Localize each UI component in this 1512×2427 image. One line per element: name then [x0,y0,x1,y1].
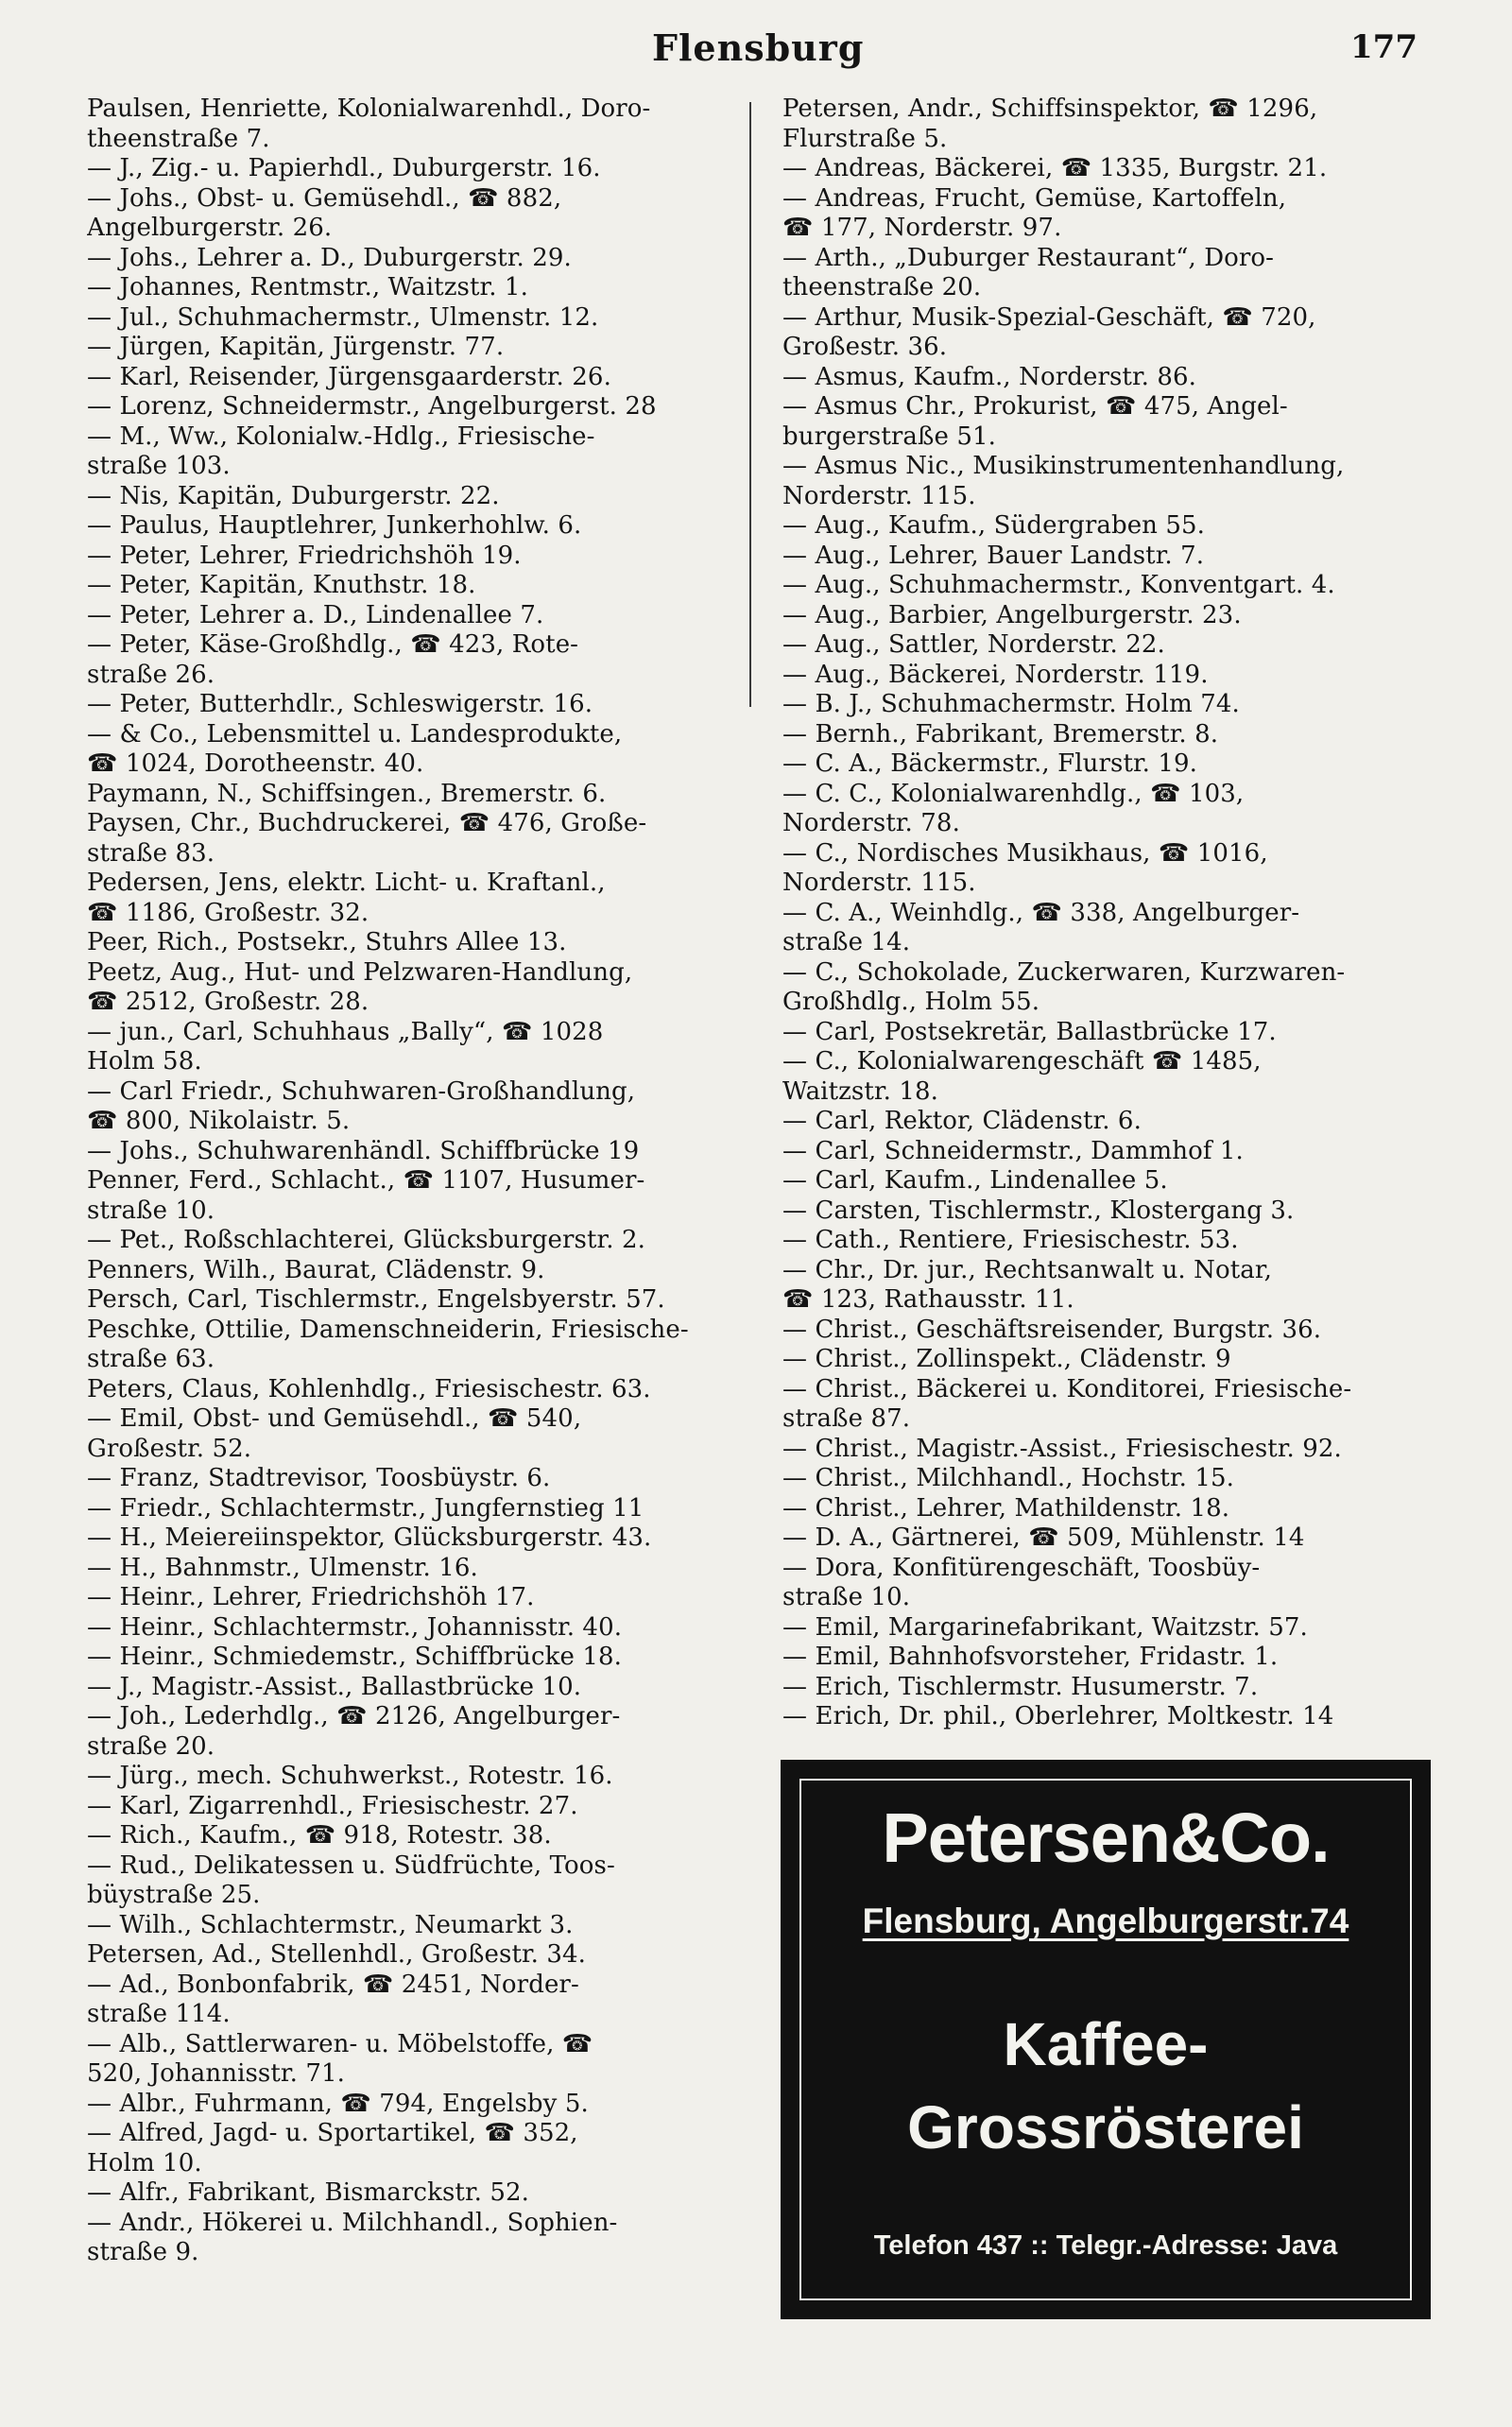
directory-entry-line: — Erich, Tischlermstr. Husumerstr. 7. [782,1672,1259,1701]
directory-entry-line: — Aug., Bäckerei, Norderstr. 119. [782,660,1209,689]
directory-entry-line: — Albr., Fuhrmann, ☎ 794, Engelsby 5. [87,2089,589,2118]
directory-entry-line: Petersen, Ad., Stellenhdl., Großestr. 34. [87,1940,587,1969]
directory-entry-line: — Peter, Lehrer a. D., Lindenallee 7. [87,600,544,629]
directory-entry-line: straße 83. [87,838,215,868]
page-title: Flensburg [652,26,865,69]
ad-product-line-2: Grossrösterei [907,2093,1304,2161]
directory-entry-line: — Carsten, Tischlermstr., Klostergang 3. [782,1196,1295,1225]
directory-entry-line: straße 10. [782,1583,911,1611]
directory-entry-line: — Erich, Dr. phil., Oberlehrer, Moltkestr. 14 [782,1702,1334,1730]
directory-entry-line: — & Co., Lebensmittel u. Landesprodukte, [87,719,623,749]
directory-entry-line: — Bernh., Fabrikant, Bremerstr. 8. [782,719,1219,749]
directory-entry-line: — Andreas, Frucht, Gemüse, Kartoffeln, [782,183,1287,213]
directory-entry-line: straße 63. [87,1345,215,1373]
directory-entry-line: ☎ 177, Norderstr. 97. [782,214,1062,242]
directory-entry-line: Paysen, Chr., Buchdruckerei, ☎ 476, Große- [87,809,647,837]
ad-contact: Telefon 437 :: Telegr.-Adresse: Java [873,2230,1338,2261]
directory-entry-line: — Asmus Nic., Musikinstrumentenhandlung, [782,452,1345,480]
directory-entry-line: straße 114. [87,2000,231,2028]
directory-entry-line: straße 26. [87,660,215,689]
directory-entry-line: — Aug., Kaufm., Südergraben 55. [782,511,1206,540]
directory-entry-line: — Friedr., Schlachtermstr., Jungfernstieg 11 [87,1493,644,1523]
directory-entry-line: Norderstr. 115. [782,481,976,510]
directory-entry-line: — B. J., Schuhmachermstr. Holm 74. [782,690,1240,718]
directory-entry-line: — Joh., Lederhdlg., ☎ 2126, Angelburger- [87,1702,621,1730]
directory-entry-line: — Emil, Obst- und Gemüsehdl., ☎ 540, [87,1404,582,1433]
directory-entry-line: — C., Nordisches Musikhaus, ☎ 1016, [782,838,1268,868]
directory-entry-line: burgerstraße 51. [782,422,996,451]
directory-entry-line: straße 14. [782,928,911,956]
directory-entry-line: — Carl, Kaufm., Lindenallee 5. [782,1166,1168,1195]
directory-entry-line: — C. A., Bäckermstr., Flurstr. 19. [782,749,1198,778]
directory-entry-line: — Aug., Schuhmachermstr., Konventgart. 4. [782,571,1335,599]
directory-entry-line: — Andreas, Bäckerei, ☎ 1335, Burgstr. 21. [782,154,1328,182]
directory-entry-line: Großhdlg., Holm 55. [782,988,1040,1016]
directory-entry-line: — Karl, Reisender, Jürgensgaarderstr. 26. [87,362,611,391]
directory-entry-line: — Johs., Schuhwarenhändl. Schiffbrücke 19 [87,1136,640,1165]
directory-entry-line: Paulsen, Henriette, Kolonialwarenhdl., Doro- [87,95,651,123]
ad-product-line-1: Kaffee- [1003,2010,1209,2078]
directory-entry-line: Peschke, Ottilie, Damenschneiderin, Friesische- [87,1315,689,1344]
directory-entry-line: — Christ., Bäckerei u. Konditorei, Friesische- [782,1374,1352,1403]
directory-entry-line: — Asmus, Kaufm., Norderstr. 86. [782,362,1197,391]
directory-entry-line: — Cath., Rentiere, Friesischestr. 53. [782,1226,1239,1254]
directory-entry-line: ☎ 1024, Dorotheenstr. 40. [87,749,424,778]
directory-entry-line: — Heinr., Schlachtermstr., Johannisstr. 40. [87,1612,623,1642]
directory-entry-line: — Jürgen, Kapitän, Jürgenstr. 77. [87,333,505,361]
directory-entry-line: ☎ 123, Rathausstr. 11. [782,1285,1074,1314]
directory-entry-line: büystraße 25. [87,1881,261,1909]
directory-entry-line: — Peter, Käse-Großhdlg., ☎ 423, Rote- [87,630,579,659]
directory-entry-line: — Peter, Kapitän, Knuthstr. 18. [87,571,476,599]
directory-entry-line: — Heinr., Schmiedemstr., Schiffbrücke 18. [87,1643,622,1671]
directory-entry-line: — H., Bahnmstr., Ulmenstr. 16. [87,1553,478,1582]
directory-entry-line: — Andr., Hökerei u. Milchhandl., Sophien- [87,2208,618,2237]
directory-entry-line: — Heinr., Lehrer, Friedrichshöh 17. [87,1583,535,1611]
directory-entry-line: — D. A., Gärtnerei, ☎ 509, Mühlenstr. 14 [782,1523,1305,1552]
directory-entry-line: — Alb., Sattlerwaren- u. Möbelstoffe, ☎ [87,2029,593,2058]
directory-entry-line: ☎ 800, Nikolaistr. 5. [87,1107,351,1135]
directory-entry-line: Norderstr. 78. [782,809,960,837]
directory-entry-line: straße 103. [87,452,231,480]
directory-entry-line: — Karl, Zigarrenhdl., Friesischestr. 27. [87,1791,578,1820]
directory-entry-line: — Christ., Zollinspekt., Clädenstr. 9 [782,1345,1231,1373]
directory-entry-line: Paymann, N., Schiffsingen., Bremerstr. 6. [87,779,607,808]
directory-entry-line: — Peter, Lehrer, Friedrichshöh 19. [87,541,522,570]
directory-entry-line: — Asmus Chr., Prokurist, ☎ 475, Angel- [782,392,1288,421]
directory-entry-line: Penner, Ferd., Schlacht., ☎ 1107, Husumer- [87,1166,645,1195]
directory-entry-line: — Aug., Lehrer, Bauer Landstr. 7. [782,541,1205,570]
directory-entry-line: Flurstraße 5. [782,124,948,153]
directory-entry-line: — Wilh., Schlachtermstr., Neumarkt 3. [87,1910,574,1939]
directory-entry-line: Holm 10. [87,2148,202,2177]
directory-entry-line: — Aug., Sattler, Norderstr. 22. [782,630,1165,659]
directory-entry-line: straße 20. [87,1731,215,1761]
page-header [0,21,1512,77]
directory-entry-line: — Emil, Bahnhofsvorsteher, Fridastr. 1. [782,1643,1279,1671]
directory-entry-line: Großestr. 52. [87,1434,252,1463]
directory-entry-line: — J., Zig.- u. Papierhdl., Duburgerstr. 16. [87,154,601,182]
directory-entry-line: — Arthur, Musik-Spezial-Geschäft, ☎ 720, [782,302,1316,332]
directory-entry-line: Penners, Wilh., Baurat, Clädenstr. 9. [87,1255,545,1284]
directory-entry-line: straße 10. [87,1196,215,1225]
directory-entry-line: — Alfr., Fabrikant, Bismarckstr. 52. [87,2178,529,2207]
directory-entry-line: — Christ., Geschäftsreisender, Burgstr. 36. [782,1315,1322,1344]
directory-entry-line: — Johannes, Rentmstr., Waitzstr. 1. [87,273,528,301]
directory-entry-line: — Paulus, Hauptlehrer, Junkerhohlw. 6. [87,511,582,540]
directory-entry-line: — Peter, Butterhdlr., Schleswigerstr. 16. [87,690,593,718]
column-divider [749,102,751,707]
ad-company-name: Petersen&Co. [882,1799,1330,1877]
directory-entry-line: — C., Kolonialwarengeschäft ☎ 1485, [782,1047,1262,1076]
directory-entry-line: — Jul., Schuhmachermstr., Ulmenstr. 12. [87,302,599,332]
directory-entry-line: Peters, Claus, Kohlenhdlg., Friesischestr. 63. [87,1374,651,1403]
directory-entry-line: — Chr., Dr. jur., Rechtsanwalt u. Notar, [782,1255,1272,1284]
directory-entry-line: — Carl, Rektor, Clädenstr. 6. [782,1107,1142,1135]
directory-entry-line: theenstraße 20. [782,273,982,301]
directory-entry-line: — Alfred, Jagd- u. Sportartikel, ☎ 352, [87,2119,578,2147]
directory-entry-line: straße 9. [87,2238,199,2266]
advertisement-box [781,1760,1431,2319]
directory-entry-line: Norderstr. 115. [782,869,976,897]
directory-entry-line: ☎ 2512, Großestr. 28. [87,988,369,1016]
directory-entry-line: — M., Ww., Kolonialw.-Hdlg., Friesische- [87,422,595,451]
directory-entry-line: — Jürg., mech. Schuhwerkst., Rotestr. 16. [87,1762,613,1790]
directory-entry-line: straße 87. [782,1404,911,1433]
directory-entry-line: — Carl, Schneidermstr., Dammhof 1. [782,1136,1244,1165]
directory-entry-line: — Dora, Konfitürengeschäft, Toosbüy- [782,1553,1261,1582]
directory-entry-line: — Christ., Milchhandl., Hochstr. 15. [782,1464,1235,1492]
directory-entry-line: — Christ., Magistr.-Assist., Friesischestr. 92. [782,1434,1342,1463]
directory-entry-line: — Johs., Lehrer a. D., Duburgerstr. 29. [87,243,572,272]
directory-entry-line: — Aug., Barbier, Angelburgerstr. 23. [782,600,1242,629]
directory-entry-line: theenstraße 7. [87,124,270,153]
directory-entry-line: — C. C., Kolonialwarenhdlg., ☎ 103, [782,779,1245,808]
directory-entry-line: — Rich., Kaufm., ☎ 918, Rotestr. 38. [87,1821,552,1850]
directory-entry-line: Holm 58. [87,1047,202,1076]
directory-entry-line: ☎ 1186, Großestr. 32. [87,898,369,927]
directory-entry-line: — H., Meiereiinspektor, Glücksburgerstr. 43. [87,1523,652,1552]
directory-entry-line: — Lorenz, Schneidermstr., Angelburgerst. 28 [87,392,657,421]
directory-entry-line: Petersen, Andr., Schiffsinspektor, ☎ 1296, [782,95,1318,123]
directory-entry-line: — jun., Carl, Schuhhaus „Bally“, ☎ 1028 [87,1017,604,1046]
directory-entry-line: — Emil, Margarinefabrikant, Waitzstr. 57. [782,1612,1308,1642]
directory-entry-line: Persch, Carl, Tischlermstr., Engelsbyerstr. 57. [87,1285,665,1314]
advertisement-frame [799,1779,1412,2300]
directory-entry-line: — Pet., Roßschlachterei, Glücksburgerstr. 2. [87,1226,645,1254]
directory-entry-line: Peer, Rich., Postsekr., Stuhrs Allee 13. [87,928,567,956]
directory-entry-line: — C. A., Weinhdlg., ☎ 338, Angelburger- [782,898,1300,927]
directory-entry-line: — Franz, Stadtrevisor, Toosbüystr. 6. [87,1464,551,1492]
directory-entry-line: — Johs., Obst- u. Gemüsehdl., ☎ 882, [87,183,562,213]
directory-entry-line: Waitzstr. 18. [782,1076,938,1106]
directory-entry-line: — Carl, Postsekretär, Ballastbrücke 17. [782,1017,1277,1046]
directory-entry-line: — Ad., Bonbonfabrik, ☎ 2451, Norder- [87,1970,579,1999]
directory-entry-line: Pedersen, Jens, elektr. Licht- u. Kraftanl., [87,869,606,897]
directory-column-left [87,95,748,2268]
directory-entry-line: Angelburgerstr. 26. [87,214,333,242]
directory-entry-line: — C., Schokolade, Zuckerwaren, Kurzwaren- [782,957,1346,987]
directory-column-right [782,95,1435,1732]
directory-entry-line: — Arth., „Duburger Restaurant“, Doro- [782,243,1275,272]
directory-entry-line: 520, Johannisstr. 71. [87,2059,345,2088]
directory-entry-line: Peetz, Aug., Hut- und Pelzwaren-Handlung, [87,957,633,987]
ad-address: Flensburg, Angelburgerstr.74 [862,1902,1349,1940]
directory-entry-line: — Nis, Kapitän, Duburgerstr. 22. [87,481,500,510]
directory-entry-line: — J., Magistr.-Assist., Ballastbrücke 10. [87,1672,582,1701]
directory-entry-line: — Christ., Lehrer, Mathildenstr. 18. [782,1493,1230,1523]
directory-entry-line: — Rud., Delikatessen u. Südfrüchte, Toos- [87,1850,615,1880]
directory-entry-line: Großestr. 36. [782,333,948,361]
directory-entry-line: — Carl Friedr., Schuhwaren-Großhandlung, [87,1076,636,1106]
page-number: 177 [1350,28,1418,66]
